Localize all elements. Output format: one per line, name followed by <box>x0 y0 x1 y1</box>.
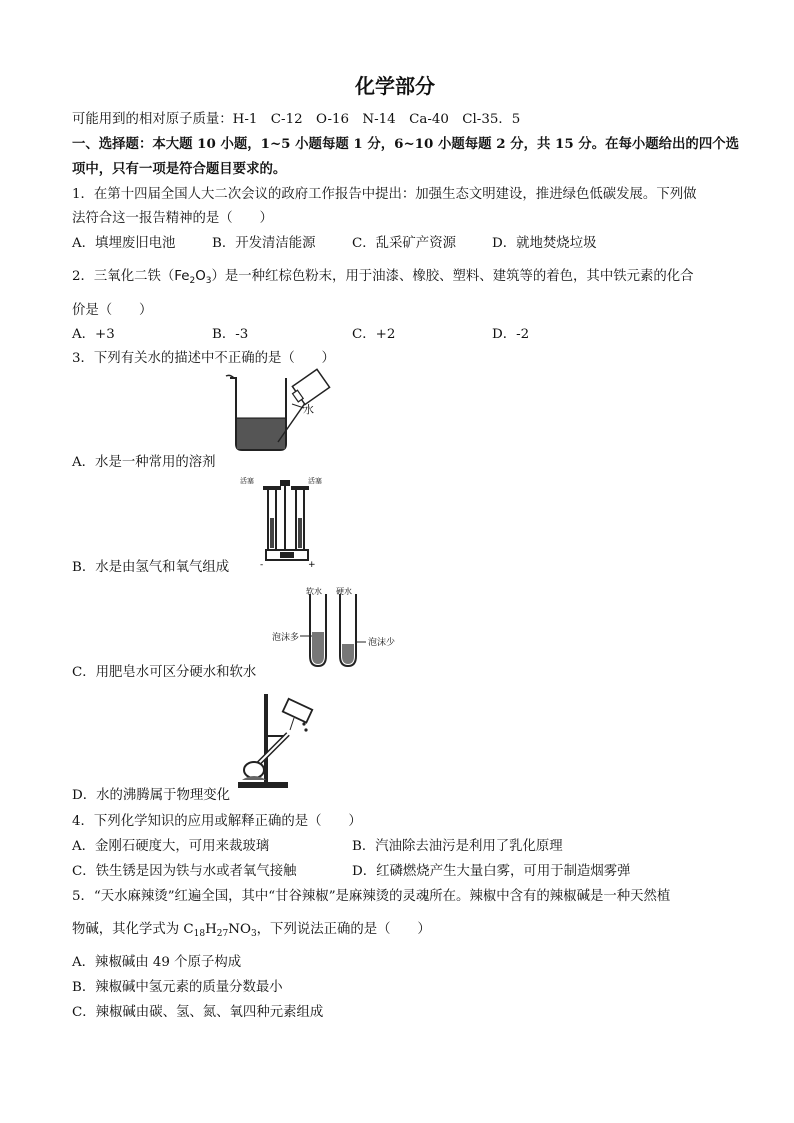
figure-c-label-less-foam: 泡沫少 <box>368 638 396 648</box>
q1-option-c[interactable]: C．乱采矿产资源 <box>352 236 456 251</box>
q5-option-a[interactable]: A．辣椒碱由 49 个原子构成 <box>72 955 242 970</box>
q1-stem-line1: 1．在第十四届全国人大二次会议的政府工作报告中提出：加强生态文明建设，推进绿色低碳发展。下列做 <box>72 187 697 202</box>
figure-d-boiling-water <box>232 690 322 794</box>
q4-option-a[interactable]: A．金刚石硬度大，可用来裁玻璃 <box>72 839 270 854</box>
svg-text:-: - <box>260 560 264 568</box>
atomic-masses: 可能用到的相对原子质量：H-1 C-12 O-16 N-14 Ca-40 Cl-35．5 <box>72 112 521 127</box>
q3-stem: 3．下列有关水的描述中不正确的是（ ） <box>72 351 335 366</box>
figure-a-water-label: 水 <box>303 403 314 416</box>
section-heading-line1: 一、选择题：本大题 10 小题，1~5 小题每题 1 分，6~10 小题每题 2 分，共 15 分。在每小题给出的四个选 <box>72 136 739 152</box>
q3-option-a[interactable]: A．水是一种常用的溶剂 <box>72 455 216 470</box>
q5-option-b[interactable]: B．辣椒碱中氢元素的质量分数最小 <box>72 980 283 995</box>
q3-option-d[interactable]: D．水的沸腾属于物理变化 <box>72 788 231 803</box>
q1-option-d[interactable]: D．就地焚烧垃圾 <box>492 236 597 251</box>
q2-formula: $Fe_2O_3$ <box>174 269 212 286</box>
page-title: 化学部分 <box>355 74 435 98</box>
section-heading-line2: 项中，只有一项是符合题目要求的。 <box>72 161 287 177</box>
q3-option-c[interactable]: C．用肥皂水可区分硬水和软水 <box>72 665 257 680</box>
q2-option-a[interactable]: A．+3 <box>72 327 115 342</box>
q4-option-b[interactable]: B．汽油除去油污是利用了乳化原理 <box>352 839 563 854</box>
q1-option-a[interactable]: A．填埋废旧电池 <box>72 236 176 251</box>
q2-option-b[interactable]: B．-3 <box>212 327 249 342</box>
q2-stem-line1: 2．三氧化二铁$(Fe_2O_3)$是一种红棕色粉末，用于油漆、橡胶、塑料、建筑等的着色，其中铁元素的化合 <box>72 269 694 286</box>
figure-a-pouring-water <box>222 366 332 454</box>
q4-option-c[interactable]: C．铁生锈是因为铁与水或者氧气接触 <box>72 864 297 879</box>
q5-option-c[interactable]: C．辣椒碱由碳、氢、氮、氧四种元素组成 <box>72 1005 324 1020</box>
figure-c-test-tubes <box>270 586 410 670</box>
figure-c-label-hard: 硬水 <box>336 587 352 596</box>
q4-stem: 4．下列化学知识的应用或解释正确的是（ ） <box>72 814 362 829</box>
q2-stem-line2: 价是（ ） <box>72 303 153 318</box>
figure-b-label-left: 活塞 <box>240 477 254 485</box>
svg-text:+: + <box>308 560 316 568</box>
q5-stem-line1: 5．“天水麻辣烫”红遍全国，其中“甘谷辣椒”是麻辣烫的灵魂所在。辣椒中含有的辣椒碱是一种天然植 <box>72 889 671 904</box>
q1-stem-line2: 法符合这一报告精神的是（ ） <box>72 211 273 226</box>
q1-option-b[interactable]: B．开发清洁能源 <box>212 236 316 251</box>
figure-c-label-soft: 软水 <box>306 587 322 596</box>
q2-option-d[interactable]: D．-2 <box>492 327 530 342</box>
figure-b-electrolysis <box>238 478 338 568</box>
figure-b-label-right: 活塞 <box>308 477 322 485</box>
q4-option-d[interactable]: D．红磷燃烧产生大量白雾，可用于制造烟雾弹 <box>352 864 631 879</box>
q5-stem-line2: 物碱，其化学式为 $C_{18}H_{27}NO_3$，下列说法正确的是（ ） <box>72 922 431 939</box>
figure-c-label-more-foam: 泡沫多 <box>272 633 300 643</box>
q3-option-b[interactable]: B．水是由氢气和氧气组成 <box>72 560 230 575</box>
q2-option-c[interactable]: C．+2 <box>352 327 396 342</box>
